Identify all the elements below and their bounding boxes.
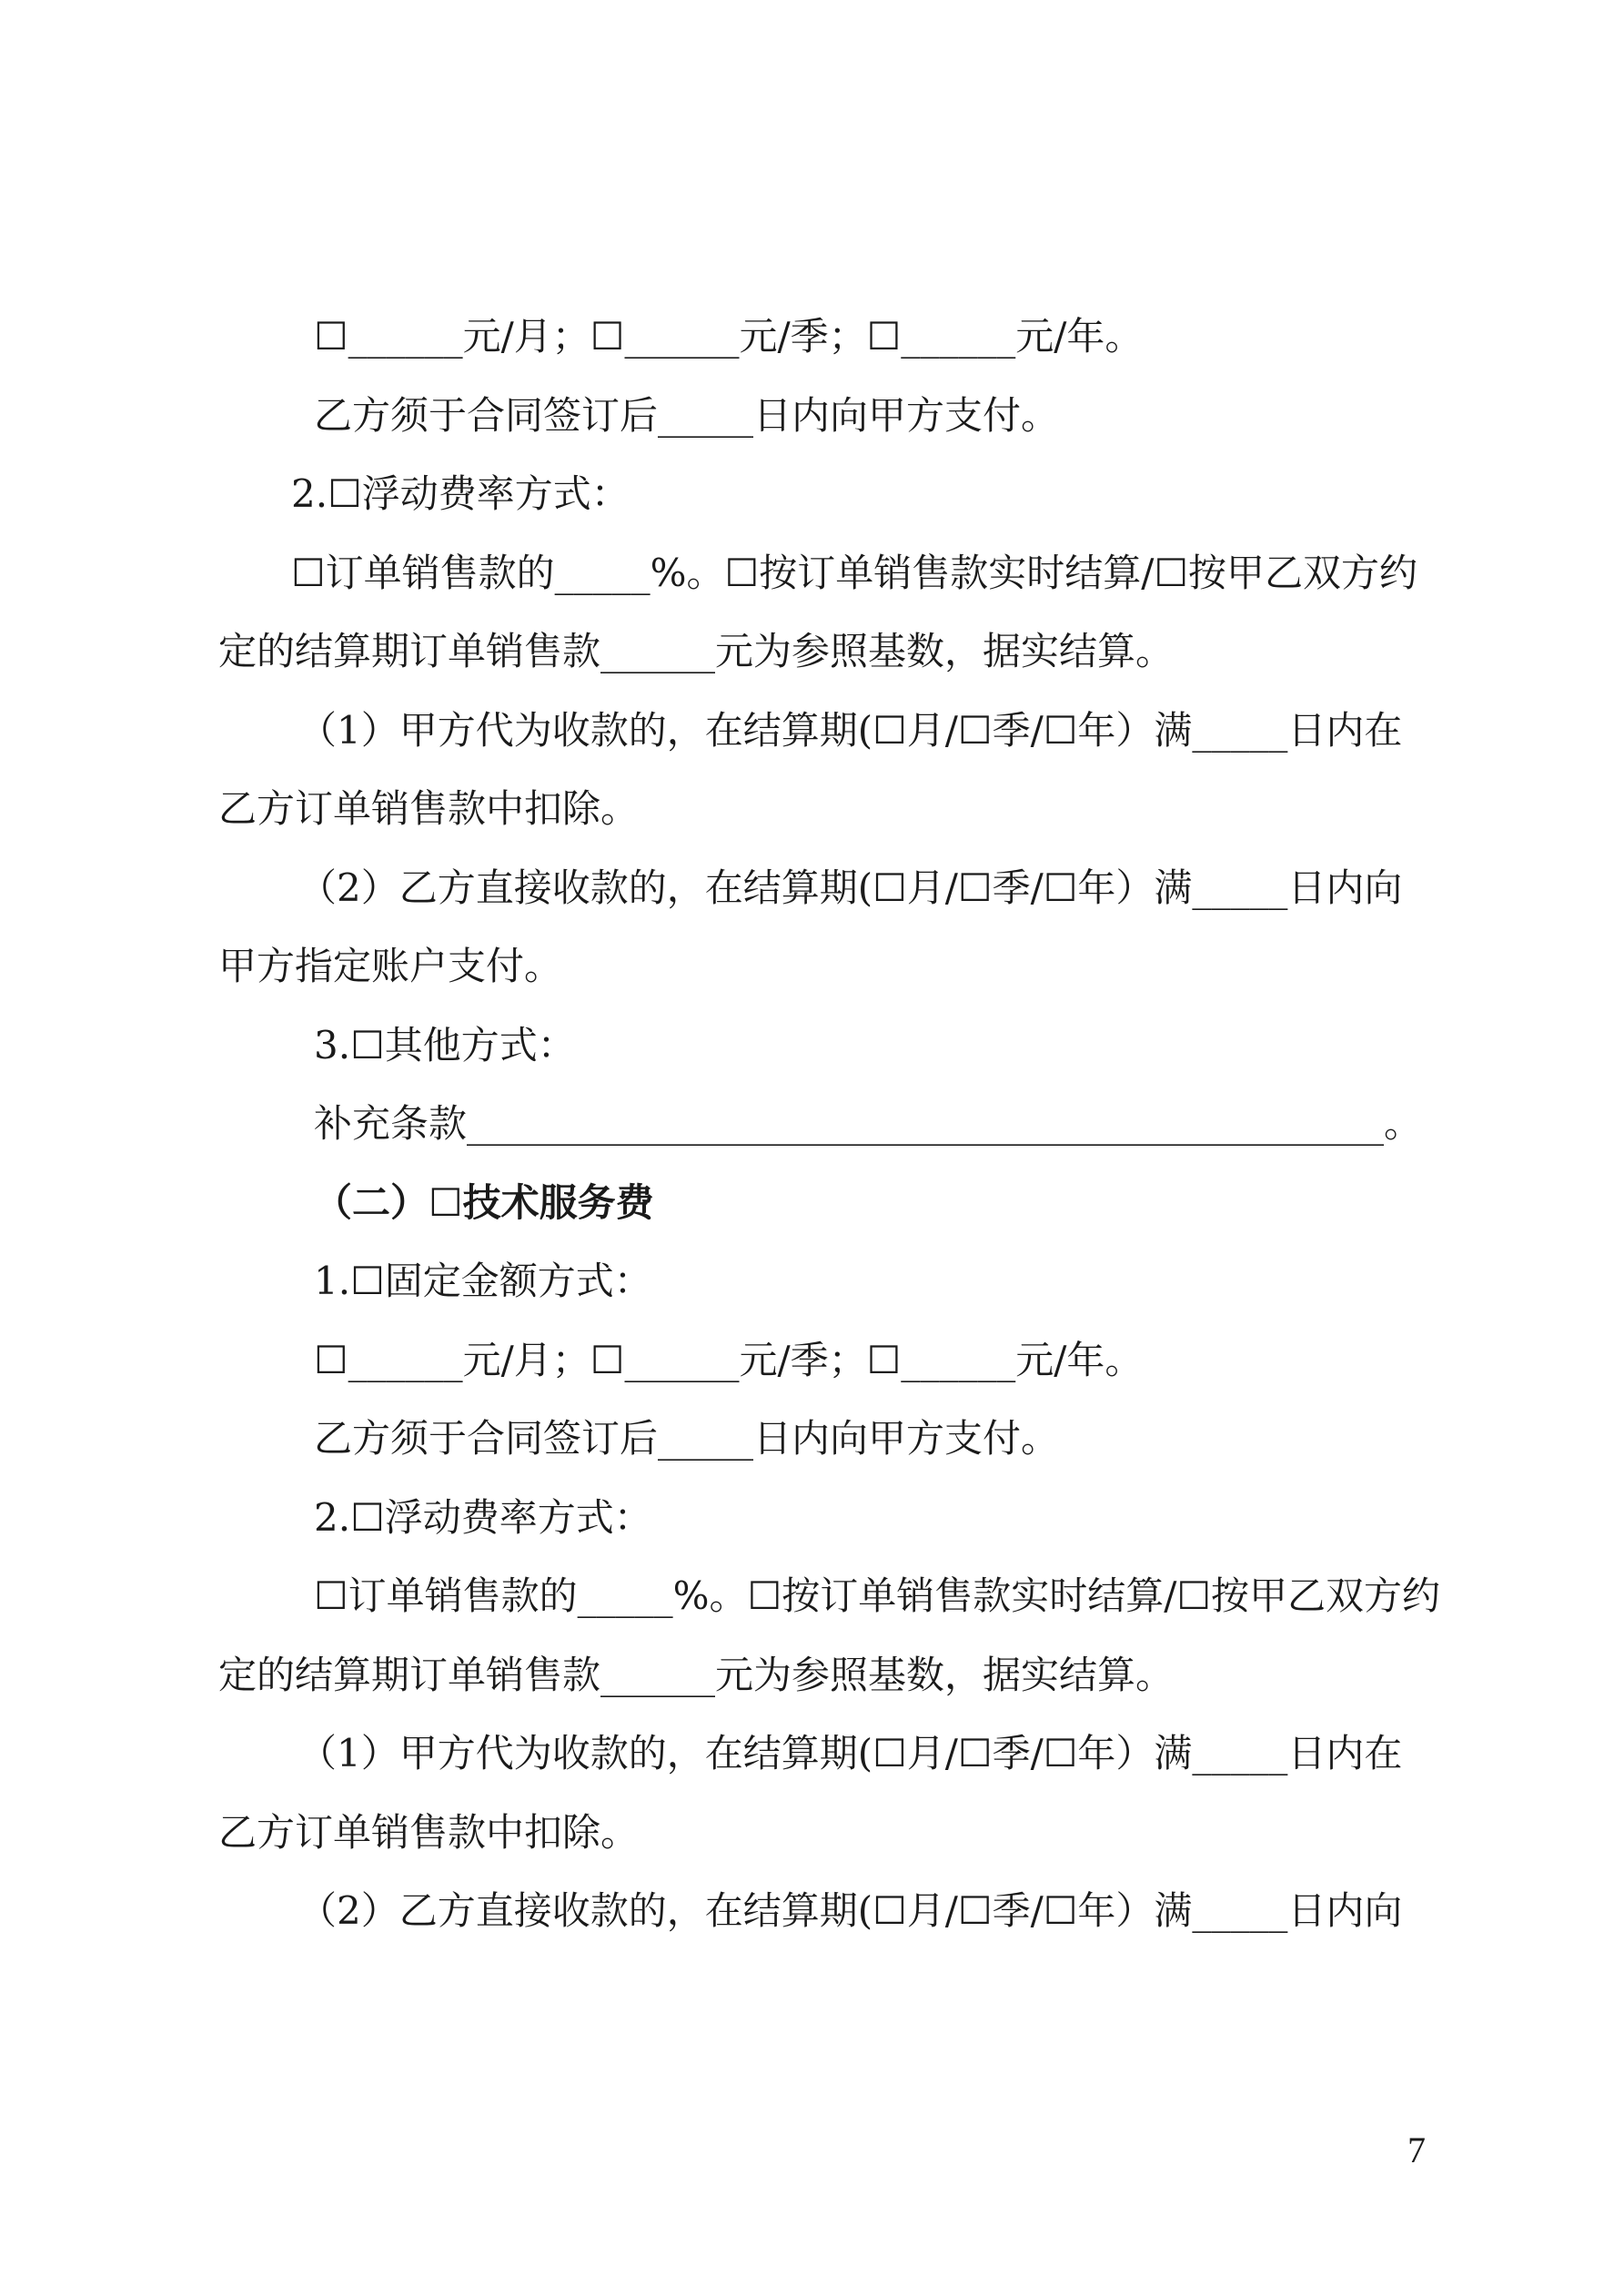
- clause-2-party-b-collects-c: （2）乙方直接收款的，在结算期(☐月/☐季/☐年）满_____日内向: [298, 1888, 1403, 1933]
- floating-rate-terms-1a: ☐订单销售款的_____%。☐按订单销售款实时结算/☐按甲乙双方约: [291, 551, 1418, 595]
- fixed-amount-options-2: ☐______元/月；☐______元/季；☐______元/年。: [314, 1338, 1144, 1382]
- supplementary-clause: 补充条款________________________________________________。: [314, 1101, 1423, 1146]
- clause-2-party-b-collects-a: （2）乙方直接收款的，在结算期(☐月/☐季/☐年）满_____日内向: [298, 865, 1403, 910]
- floating-rate-heading-1: 2.☐浮动费率方式：: [291, 471, 630, 516]
- payment-deadline-1: 乙方须于合同签订后_____日内向甲方支付。: [314, 393, 1060, 438]
- clause-1-party-a-collects-c: （1）甲方代为收款的，在结算期(☐月/☐季/☐年）满_____日内在: [298, 1731, 1403, 1775]
- section-heading-technical-service-fee: （二）☐技术服务费: [314, 1180, 654, 1225]
- floating-rate-heading-2: 2.☐浮动费率方式：: [314, 1495, 652, 1540]
- floating-rate-terms-2a: ☐订单销售款的_____%。☐按订单销售款实时结算/☐按甲乙双方约: [314, 1573, 1441, 1618]
- floating-rate-terms-2b: 定的结算期订单销售款______元为参照基数，据实结算。: [218, 1653, 1175, 1697]
- floating-rate-terms-1b: 定的结算期订单销售款______元为参照基数，据实结算。: [218, 629, 1175, 673]
- clause-1-party-a-collects-b: 乙方订单销售款中扣除。: [218, 786, 640, 831]
- fixed-amount-options-1: ☐______元/月；☐______元/季；☐______元/年。: [314, 314, 1144, 359]
- other-method-heading: 3.☐其他方式：: [314, 1023, 576, 1067]
- payment-deadline-2: 乙方须于合同签订后_____日内向甲方支付。: [314, 1416, 1060, 1461]
- clause-1-party-a-collects-a: （1）甲方代为收款的，在结算期(☐月/☐季/☐年）满_____日内在: [298, 708, 1403, 753]
- clause-2-party-b-collects-b: 甲方指定账户支付。: [218, 944, 563, 988]
- page-number: 7: [1407, 2129, 1426, 2170]
- clause-1-party-a-collects-d: 乙方订单销售款中扣除。: [218, 1810, 640, 1855]
- fixed-amount-heading-2: 1.☐固定金额方式：: [314, 1259, 652, 1303]
